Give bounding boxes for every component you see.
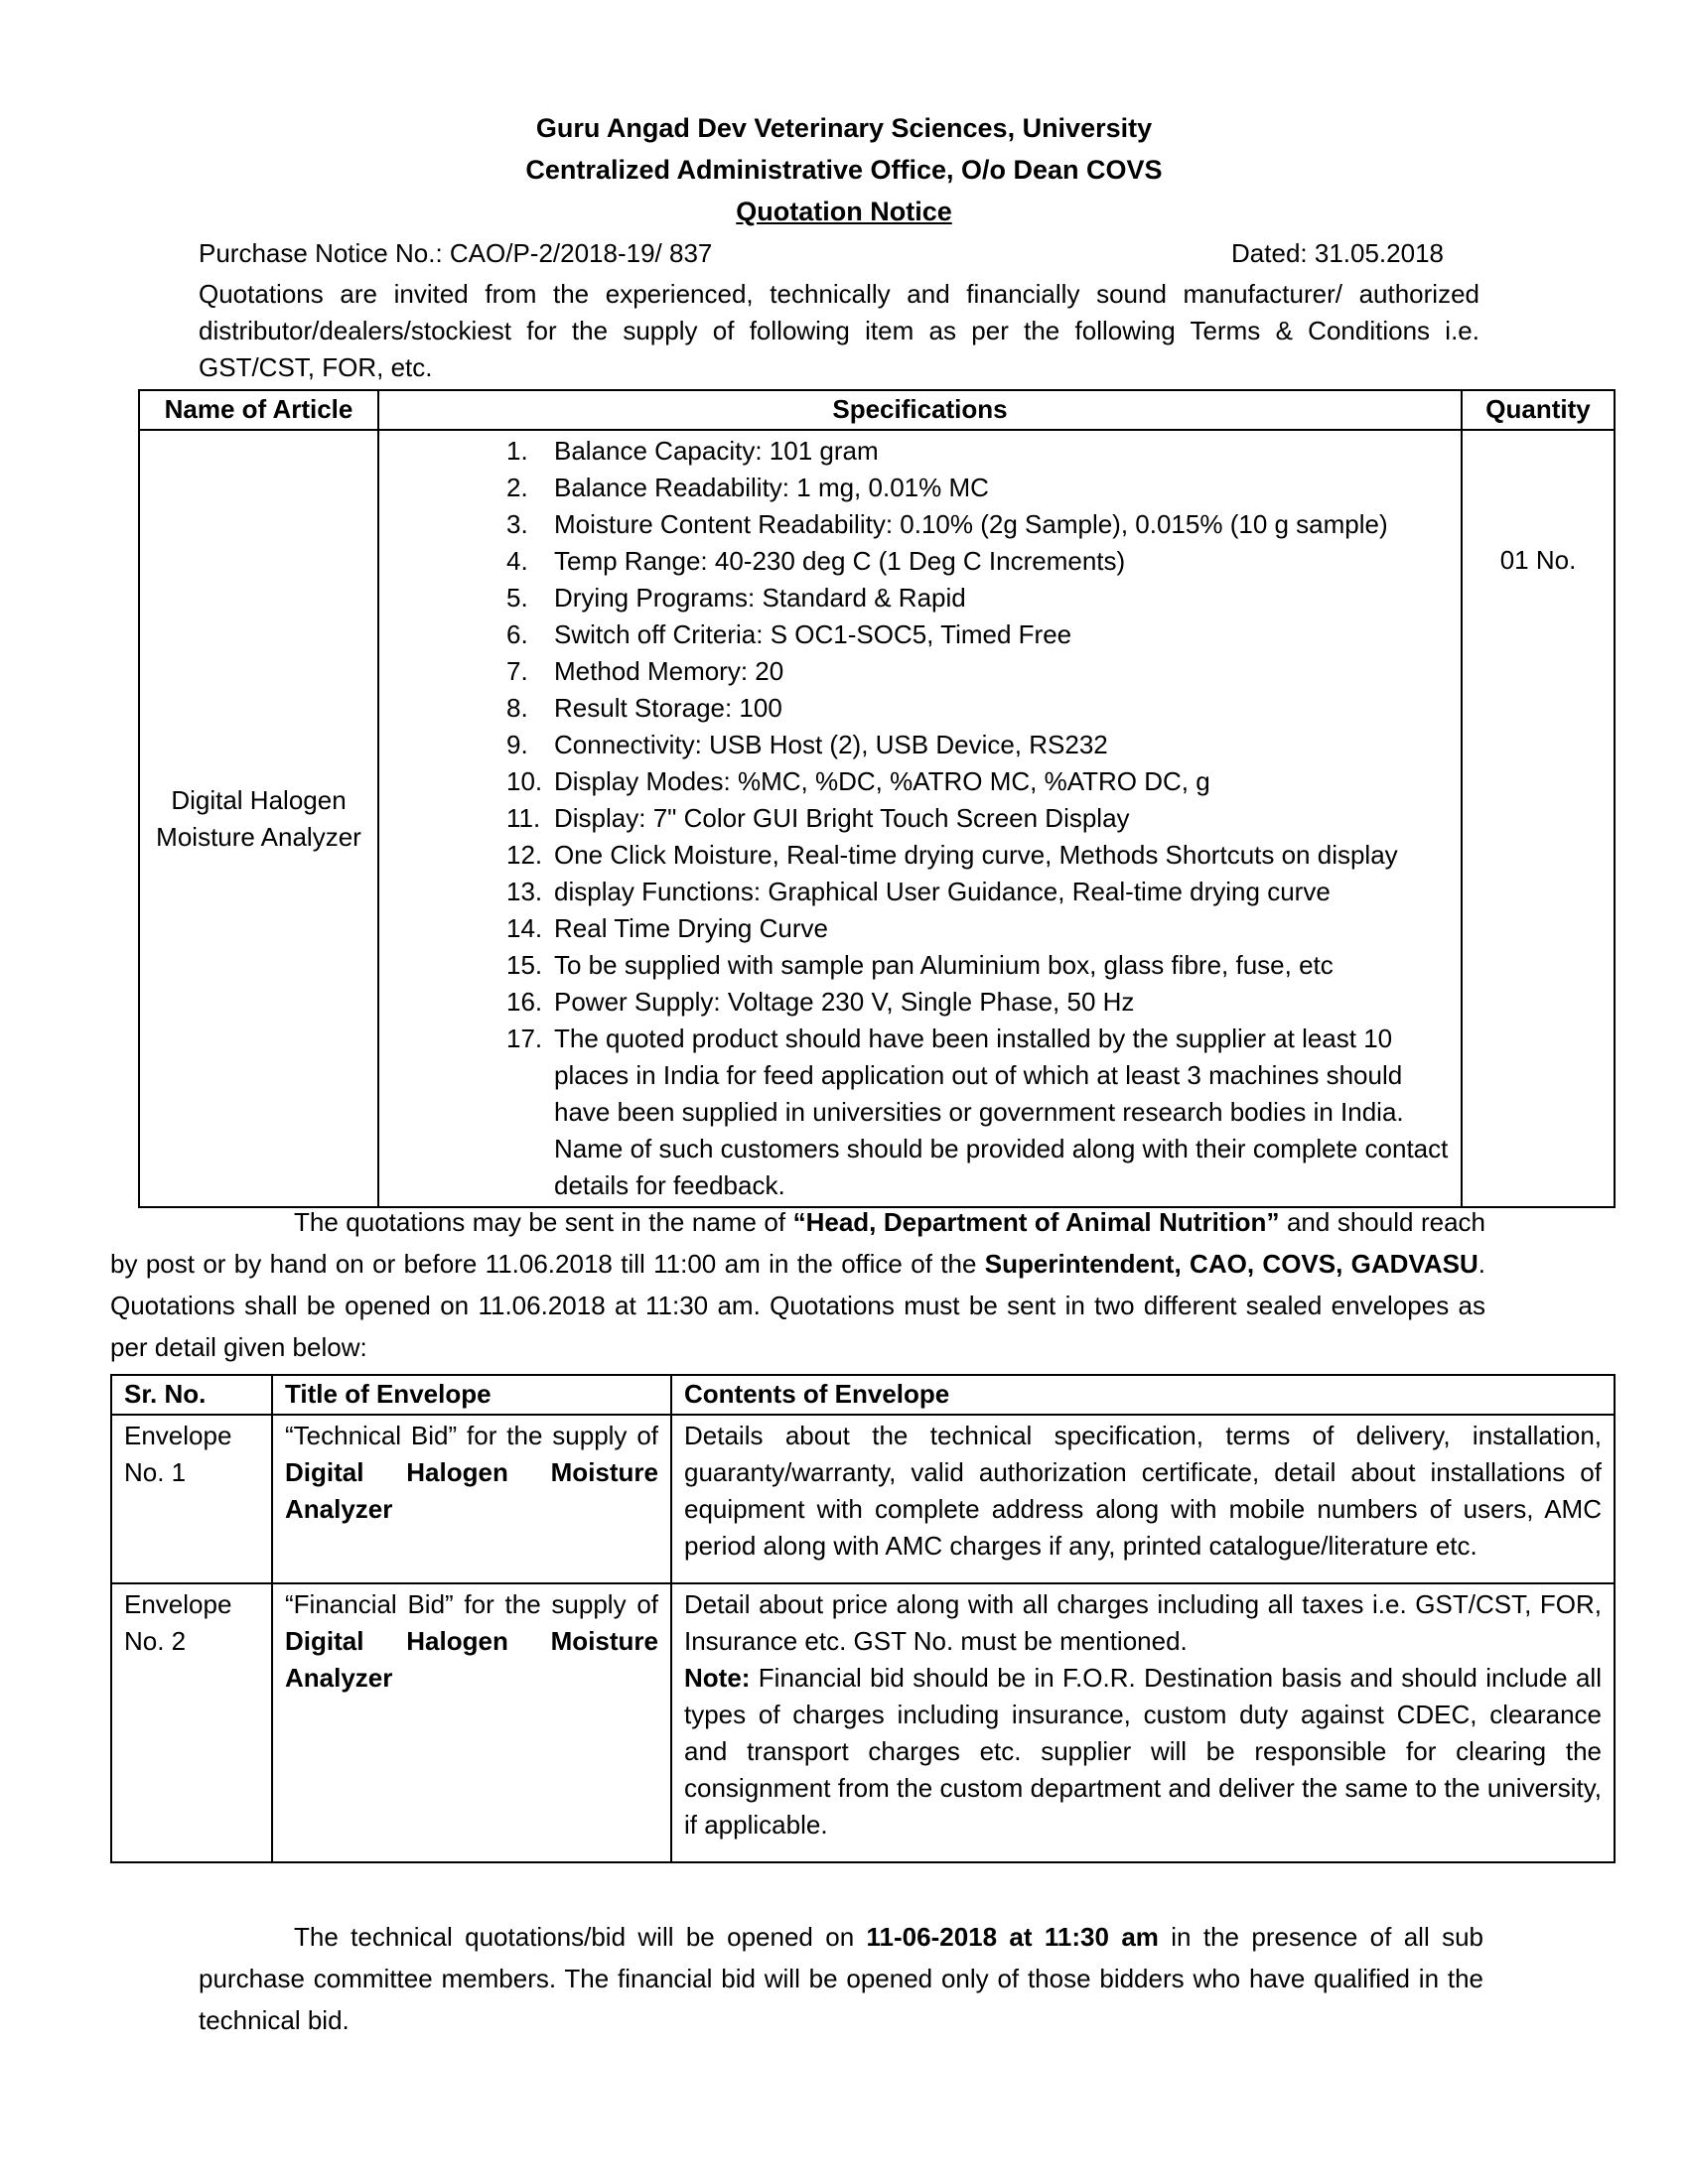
spec-number: 7.	[506, 656, 528, 686]
spec-text: Method Memory: 20	[554, 656, 784, 686]
envelope-table	[110, 1374, 1616, 1863]
envelope-contents	[671, 1583, 1615, 1862]
para1-text-a: The quotations may be sent in the name of	[294, 1207, 793, 1237]
note-label: Note:	[684, 1663, 751, 1693]
office-name: Centralized Administrative Office, O/o Dean COVS	[525, 155, 1163, 185]
para2-text-a: The technical quotations/bid will be opened on	[294, 1922, 867, 1952]
spec-number: 9.	[506, 730, 528, 759]
spec-item	[506, 433, 1453, 470]
para1-text-c: and should reach by post or by hand on or before 11.06.2018 till 11:00 am in the office of the	[110, 1207, 1485, 1279]
spec-text: Temp Range: 40-230 deg C (1 Deg C Increments)	[554, 546, 1126, 576]
spec-text: Switch off Criteria: S OC1-SOC5, Timed Free	[554, 619, 1072, 649]
spec-number: 17.	[506, 1024, 543, 1053]
spec-text: Drying Programs: Standard & Rapid	[554, 583, 966, 613]
envelope-sr: Envelope No. 2	[111, 1583, 272, 1862]
spec-number: 3.	[506, 509, 528, 539]
spec-text: Balance Readability: 1 mg, 0.01% MC	[554, 473, 989, 502]
spec-number: 16.	[506, 987, 543, 1017]
spec-item	[506, 543, 1453, 580]
spec-number: 5.	[506, 583, 528, 613]
header-quantity: Quantity	[1462, 390, 1615, 430]
para1-text-e: . Quotations shall be opened on 11.06.2018 at 11:30 am. Quotations must be sent in two different sealed envelopes as per detail given below:	[110, 1249, 1485, 1362]
spec-text: Power Supply: Voltage 230 V, Single Phase, 50 Hz	[554, 987, 1135, 1017]
spec-item	[506, 947, 1453, 984]
specifications-cell	[378, 430, 1462, 1207]
article-name: Digital Halogen Moisture Analyzer	[139, 430, 378, 1207]
spec-item	[506, 690, 1453, 727]
spec-text: Result Storage: 100	[554, 693, 782, 723]
spec-number: 2.	[506, 473, 528, 502]
spec-text: Display Modes: %MC, %DC, %ATRO MC, %ATRO DC, g	[554, 766, 1210, 796]
spec-number: 1.	[506, 436, 528, 466]
spec-number: 10.	[506, 766, 543, 796]
purchase-notice-number: Purchase Notice No.: CAO/P-2/2018-19/ 837	[199, 238, 713, 268]
spec-text: The quoted product should have been installed by the supplier at least 10 places in India for feed application out of which at least 3 machines should have been supplied in universities or government research bodies in India. Name of such customers should be provided along with their complete contact details for feedback.	[554, 1024, 1449, 1200]
header-contents-of-envelope: Contents of Envelope	[671, 1375, 1615, 1415]
spec-number: 8.	[506, 693, 528, 723]
specification-table	[138, 389, 1616, 1208]
envelope-title-text: “Financial Bid” for the supply of	[285, 1589, 658, 1619]
envelope-title	[272, 1415, 671, 1583]
spec-number: 14.	[506, 913, 543, 943]
spec-item	[506, 984, 1453, 1021]
spec-item	[506, 874, 1453, 910]
header-name-of-article: Name of Article	[139, 390, 378, 430]
spec-number: 13.	[506, 877, 543, 906]
header-sr-no: Sr. No.	[111, 1375, 272, 1415]
notice-date: Dated: 31.05.2018	[1231, 238, 1444, 268]
addressee: “Head, Department of Animal Nutrition”	[792, 1207, 1280, 1237]
spec-number: 15.	[506, 950, 543, 980]
spec-number: 11.	[506, 803, 541, 833]
spec-text: One Click Moisture, Real-time drying curve, Methods Shortcuts on display	[554, 840, 1398, 870]
spec-number: 4.	[506, 546, 528, 576]
spec-text: To be supplied with sample pan Aluminium box, glass fibre, fuse, etc	[554, 950, 1334, 980]
header-title-of-envelope: Title of Envelope	[272, 1375, 671, 1415]
university-name: Guru Angad Dev Veterinary Sciences, University	[535, 113, 1153, 143]
specification-list	[387, 433, 1453, 1204]
spec-item	[506, 800, 1453, 837]
quantity-value: 01 No.	[1462, 430, 1615, 1207]
spec-item	[506, 1021, 1453, 1204]
envelope-title-text: “Technical Bid” for the supply of	[285, 1421, 658, 1450]
notice-title: Quotation Notice	[736, 197, 952, 226]
spec-number: 12.	[506, 840, 543, 870]
table-row	[111, 1583, 1615, 1862]
spec-text: Balance Capacity: 101 gram	[554, 436, 879, 466]
spec-text: display Functions: Graphical User Guidance, Real-time drying curve	[554, 877, 1331, 906]
envelope-sr: Envelope No. 1	[111, 1415, 272, 1583]
header-specifications: Specifications	[378, 390, 1462, 430]
intro-paragraph: Quotations are invited from the experienced, technically and financially sound manufacturer/ authorized distributor/dealers/stockiest for the supply of following item as per the following Terms & Conditions i.e. GST/CST, FOR, etc.	[199, 279, 1479, 382]
spec-item	[506, 910, 1453, 947]
spec-item	[506, 470, 1453, 506]
reference-row	[199, 234, 1479, 272]
spec-item	[506, 616, 1453, 653]
spec-item	[506, 727, 1453, 763]
spec-item	[506, 837, 1453, 874]
spec-number: 6.	[506, 619, 528, 649]
office-superintendent: Superintendent, CAO, COVS, GADVASU	[984, 1249, 1478, 1279]
envelope-item-name: Digital Halogen Moisture Analyzer	[285, 1626, 658, 1693]
spec-text: Real Time Drying Curve	[554, 913, 828, 943]
para2-text-c: in the presence of all sub purchase committee members. The financial bid will be opened only of those bidders who have qualified in the technical bid.	[199, 1922, 1483, 2035]
envelope-contents-text: Detail about price along with all charges including all taxes i.e. GST/CST, FOR, Insurance etc. GST No. must be mentioned.	[684, 1589, 1602, 1656]
opening-datetime: 11-06-2018 at 11:30 am	[866, 1922, 1159, 1952]
submission-paragraph	[110, 1201, 1485, 1368]
envelope-title	[272, 1583, 671, 1862]
spec-text: Display: 7" Color GUI Bright Touch Screen Display	[554, 803, 1130, 833]
spec-item	[506, 506, 1453, 543]
envelope-contents: Details about the technical specification, terms of delivery, installation, guaranty/warranty, valid authorization certificate, detail about installations of equipment with complete address along with mobile numbers of users, AMC period along with AMC charges if any, printed catalogue/literature etc.	[671, 1415, 1615, 1583]
spec-text: Moisture Content Readability: 0.10% (2g Sample), 0.015% (10 g sample)	[554, 509, 1388, 539]
note-text: Financial bid should be in F.O.R. Destination basis and should include all types of charges including insurance, custom duty against CDEC, clearance and transport charges etc. supplier will be responsible for clearing the consignment from the custom department and deliver the same to the university, if applicable.	[684, 1663, 1602, 1840]
opening-paragraph	[199, 1916, 1483, 2041]
spec-item	[506, 763, 1453, 800]
spec-text: Connectivity: USB Host (2), USB Device, RS232	[554, 730, 1108, 759]
spec-item	[506, 580, 1453, 616]
envelope-item-name: Digital Halogen Moisture Analyzer	[285, 1457, 658, 1524]
table-row	[111, 1415, 1615, 1583]
spec-item	[506, 653, 1453, 690]
